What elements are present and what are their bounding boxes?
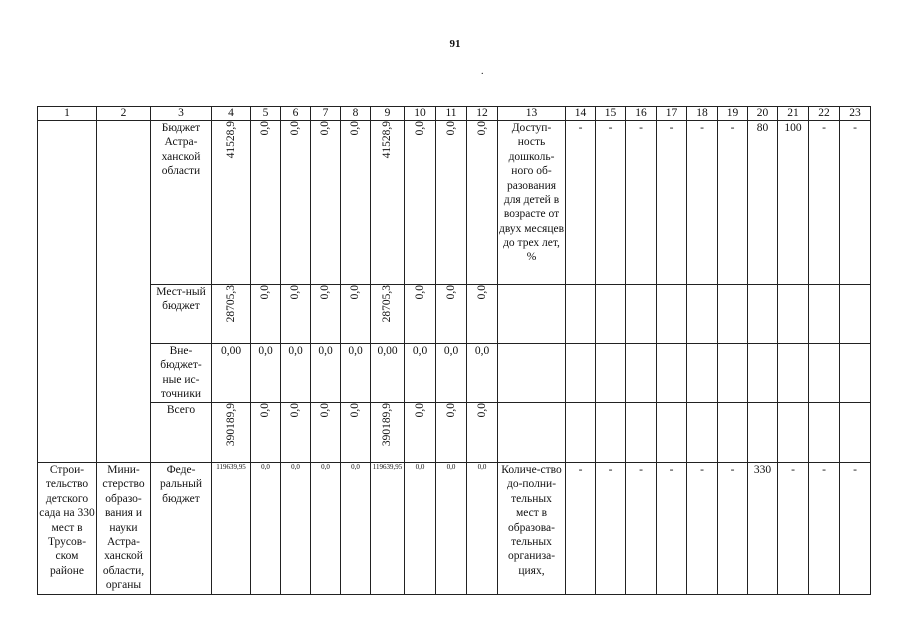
amount-cell: 0,0 [319, 403, 332, 418]
amount-cell: 0,0 [444, 285, 457, 300]
value-cell: - [657, 463, 687, 595]
value-cell [718, 285, 748, 344]
value-cell: - [596, 121, 626, 285]
amount-cell: 0,0 [405, 344, 436, 403]
value-cell [840, 285, 871, 344]
amount-cell: 0,00 [371, 344, 405, 403]
header-cell: 8 [341, 107, 371, 121]
value-cell [718, 403, 748, 463]
value-cell [626, 285, 657, 344]
value-cell [748, 344, 778, 403]
header-cell: 18 [687, 107, 718, 121]
amount-cell: 0,0 [413, 121, 426, 136]
measure-cell-empty [38, 121, 97, 463]
value-cell: - [687, 121, 718, 285]
header-cell: 9 [371, 107, 405, 121]
header-cell: 22 [809, 107, 840, 121]
amount-cell: 0,0 [349, 285, 362, 300]
value-cell [626, 403, 657, 463]
amount-cell: 0,0 [341, 344, 371, 403]
amount-cell: 0,0 [475, 403, 488, 418]
value-cell: - [840, 463, 871, 595]
value-cell [809, 403, 840, 463]
header-cell: 21 [778, 107, 809, 121]
page-number: 91 [449, 38, 461, 50]
amount-cell: 0,0 [349, 403, 362, 418]
amount-cell: 0,0 [467, 344, 498, 403]
amount-cell: 41528,9 [224, 121, 237, 159]
value-cell [657, 403, 687, 463]
header-cell: 23 [840, 107, 871, 121]
amount-cell: 0,0 [436, 344, 467, 403]
value-cell [840, 344, 871, 403]
data-table [37, 106, 871, 595]
value-cell [809, 285, 840, 344]
amount-cell: 0,0 [444, 403, 457, 418]
header-cell: 11 [436, 107, 467, 121]
amount-cell: 0,0 [251, 463, 281, 595]
header-cell: 3 [151, 107, 212, 121]
amount-cell: 0,0 [311, 463, 341, 595]
amount-cell: 41528,9 [381, 121, 394, 159]
value-cell [778, 285, 809, 344]
value-cell [596, 344, 626, 403]
source-cell: Феде-ральный бюджет [151, 463, 212, 595]
table-row [38, 403, 871, 463]
amount-cell: 0,0 [413, 285, 426, 300]
value-cell [657, 344, 687, 403]
amount-cell: 0,0 [475, 285, 488, 300]
header-cell: 19 [718, 107, 748, 121]
amount-cell: 0,0 [467, 463, 498, 595]
value-cell: - [626, 121, 657, 285]
value-cell [626, 344, 657, 403]
amount-cell: 0,0 [259, 403, 272, 418]
header-cell: 15 [596, 107, 626, 121]
indicator-cell [498, 285, 566, 344]
value-cell [687, 403, 718, 463]
header-cell: 2 [97, 107, 151, 121]
table-row [38, 344, 871, 403]
amount-cell: 0,0 [444, 121, 457, 136]
value-cell: - [778, 463, 809, 595]
indicator-cell: Доступ-ность дошколь-ного об-разования для детей в возрасте от двух месяцев до трех лет, % [498, 121, 566, 285]
value-cell: - [687, 463, 718, 595]
amount-cell: 0,0 [405, 463, 436, 595]
amount-cell: 390189,9 [381, 403, 394, 447]
source-cell: Бюджет Астра-ханской области [151, 121, 212, 285]
value-cell [566, 285, 596, 344]
value-cell: - [566, 463, 596, 595]
value-cell: - [718, 121, 748, 285]
amount-cell: 0,0 [251, 344, 281, 403]
value-cell: - [657, 121, 687, 285]
value-cell: - [566, 121, 596, 285]
header-cell: 4 [212, 107, 251, 121]
header-cell: 10 [405, 107, 436, 121]
amount-cell: 0,0 [281, 463, 311, 595]
value-cell: 330 [748, 463, 778, 595]
value-cell [778, 403, 809, 463]
value-cell [566, 344, 596, 403]
value-cell: 100 [778, 121, 809, 285]
amount-cell: 28705,3 [224, 285, 237, 323]
value-cell [596, 403, 626, 463]
value-cell: 80 [748, 121, 778, 285]
value-cell [596, 285, 626, 344]
value-cell [748, 285, 778, 344]
amount-cell: 0,0 [475, 121, 488, 136]
amount-cell: 0,0 [259, 121, 272, 136]
value-cell: - [809, 463, 840, 595]
table-row [38, 285, 871, 344]
amount-cell: 0,0 [289, 121, 302, 136]
value-cell: - [596, 463, 626, 595]
measure-cell: Строи-тельство детского сада на 330 мест в Трусов-ском районе [38, 463, 97, 595]
value-cell [687, 344, 718, 403]
amount-cell: 0,0 [436, 463, 467, 595]
amount-cell: 0,0 [289, 403, 302, 418]
source-cell: Вне-бюджет-ные ис-точники [151, 344, 212, 403]
value-cell [748, 403, 778, 463]
header-cell: 6 [281, 107, 311, 121]
value-cell [657, 285, 687, 344]
amount-cell: 0,0 [259, 285, 272, 300]
amount-cell: 0,0 [319, 285, 332, 300]
executor-cell: Мини-стерство образо-вания и науки Астра-ханской области, органы [97, 463, 151, 595]
table-row [38, 463, 871, 595]
amount-cell: 119639,95 [371, 463, 405, 595]
amount-cell: 119639,95 [212, 463, 251, 595]
amount-cell: 0,00 [212, 344, 251, 403]
value-cell [840, 403, 871, 463]
amount-cell: 0,0 [311, 344, 341, 403]
value-cell: - [626, 463, 657, 595]
header-cell: 17 [657, 107, 687, 121]
header-cell: 5 [251, 107, 281, 121]
amount-cell: 390189,9 [224, 403, 237, 447]
stray-mark: . [481, 66, 484, 77]
header-cell: 13 [498, 107, 566, 121]
header-cell: 14 [566, 107, 596, 121]
indicator-cell [498, 403, 566, 463]
amount-cell: 28705,3 [381, 285, 394, 323]
source-cell: Всего [151, 403, 212, 463]
header-cell: 12 [467, 107, 498, 121]
source-cell: Мест-ный бюджет [151, 285, 212, 344]
header-cell: 20 [748, 107, 778, 121]
header-cell: 1 [38, 107, 97, 121]
value-cell [718, 344, 748, 403]
indicator-cell: Количе-ство до-полни-тельных мест в образова-тельных организа-циях, [498, 463, 566, 595]
amount-cell: 0,0 [289, 285, 302, 300]
executor-cell-empty [97, 121, 151, 463]
amount-cell: 0,0 [281, 344, 311, 403]
header-cell: 7 [311, 107, 341, 121]
amount-cell: 0,0 [349, 121, 362, 136]
value-cell [809, 344, 840, 403]
value-cell: - [840, 121, 871, 285]
amount-cell: 0,0 [413, 403, 426, 418]
amount-cell: 0,0 [341, 463, 371, 595]
table-row [38, 121, 871, 285]
amount-cell: 0,0 [319, 121, 332, 136]
value-cell: - [718, 463, 748, 595]
value-cell: - [809, 121, 840, 285]
value-cell [687, 285, 718, 344]
indicator-cell [498, 344, 566, 403]
header-row [38, 107, 871, 121]
value-cell [566, 403, 596, 463]
value-cell [778, 344, 809, 403]
header-cell: 16 [626, 107, 657, 121]
